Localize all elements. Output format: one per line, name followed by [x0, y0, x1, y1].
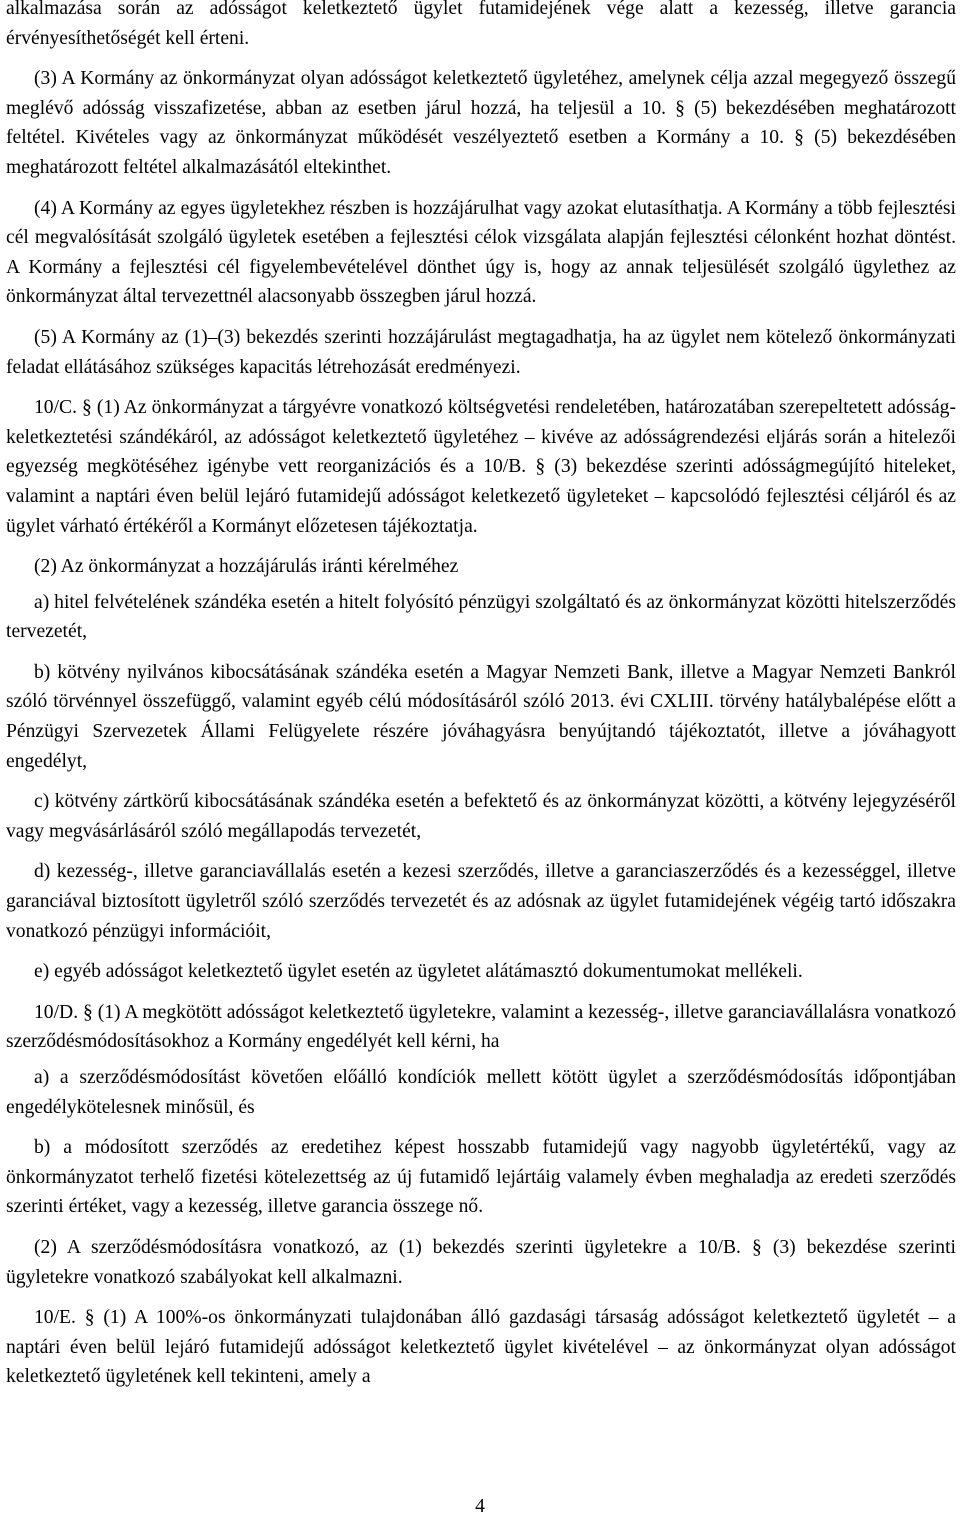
paragraph-10d-2: (2) A szerződésmódosításra vonatkozó, az (1) bekezdés szerinti ügyletekre a 10/B. § (3) bekezdése szerinti ügyletekre vonatkozó szabályokat kell alkalmazni.: [6, 1236, 956, 1288]
paragraph-10b-5: (5) A Kormány az (1)–(3) bekezdés szerinti hozzájárulást megtagadhatja, ha az ügylet nem kötelező önkormányzati feladat ellátásához szükséges kapacitás létrehozását eredményezi.: [6, 326, 956, 378]
paragraph-10c-1: 10/C. § (1) Az önkormányzat a tárgyévre vonatkozó költségvetési rendeletében, határozatában szerepeltetett adósság-keletkeztetési szándékáról, az adósságot keletkeztető ügyletéhez – kivéve az adósságrendezési eljárás során a hitelezői egyezség megkötéséhez igénybe vett reorganizációs és a 10/B. § (3) bekezdése szerinti adósságmegújító hiteleket, valamint a naptári éven belül lejáró futamidejű adósságot keletkezető ügyleteket – kapcsolódó fejlesztési céljáról és az ügylet várható értékéről a Kormányt előzetesen tájékoztatja.: [6, 397, 956, 537]
paragraph-continuation: alkalmazása során az adósságot keletkeztető ügylet futamidejének vége alatt a kezesség, illetve garancia érvényesíthetőségét kell érteni.: [6, 0, 956, 49]
list-item-a: a) hitel felvételének szándéka esetén a hitelt folyósító pénzügyi szolgáltató és az önkormányzat közötti hitelszerződés tervezetét,: [6, 591, 956, 643]
list-item-c: c) kötvény zártkörű kibocsátásának szándéka esetén a befektető és az önkormányzat közötti, a kötvény lejegyzéséről vagy megvásárlásáról szóló megállapodás tervezetét,: [6, 791, 956, 842]
paragraph-10d-1: 10/D. § (1) A megkötött adósságot keletkeztető ügyletekre, valamint a kezesség-, illetve garanciavállalásra vonatkozó szerződésmódosításokhoz a Kormány engedélyét kell kérni, ha: [6, 1001, 956, 1053]
list-item-d: d) kezesség-, illetve garanciavállalás esetén a kezesi szerződés, illetve a garanciaszerződés és a kezességgel, illetve garanciával biztosított ügyletről szóló szerződés tervezetét és az adósnak az ügylet futamidejének végéig tartó időszakra vonatkozó pénzügyi információit,: [6, 861, 956, 942]
paragraph-10b-3: (3) A Kormány az önkormányzat olyan adósságot keletkeztető ügyletéhez, amelynek célja azzal megegyező összegű meglévő adósság visszafizetése, abban az esetben járul hozzá, ha teljesül a 10. § (5) bekezdésében meghatározott feltétel. Kivételes vagy az önkormányzat működését veszélyeztető esetben a Kormány a 10. § (5) bekezdésében meghatározott feltétel alkalmazásától eltekinthet.: [6, 68, 956, 178]
page-number: 4: [475, 1496, 485, 1517]
list-item-10d-a: a) a szerződésmódosítást követően előálló kondíciók mellett kötött ügylet a szerződésmódosítás időpontjában engedélykötelesnek minősül, és: [6, 1067, 956, 1118]
list-item-b: b) kötvény nyilvános kibocsátásának szándéka esetén a Magyar Nemzeti Bank, illetve a Magyar Nemzeti Bankról szóló törvénnyel összefüggő, valamint egyéb célú módosításáról szóló 2013. évi CXLIII. törvény hatálybalépése előtt a Pénzügyi Szervezetek Állami Felügyelete részére jóváhagyásra benyújtandó tájékoztatót, illetve a jóváhagyott engedélyt,: [6, 661, 956, 772]
paragraph-10c-2: (2) Az önkormányzat a hozzájárulás iránti kérelméhez: [34, 556, 459, 578]
document-page: [6, 0, 956, 1403]
paragraph-10b-4: (4) A Kormány az egyes ügyletekhez részben is hozzájárulhat vagy azokat elutasíthatja. A Kormány a több fejlesztési cél megvalósítását szolgáló ügyletek esetében a fejlesztési célok vizsgálata alapján fejlesztési célonként hozhat döntést. A Kormány a fejlesztési cél figyelembevételével dönthet úgy is, hogy az annak teljesülését szolgáló ügylethez az önkormányzat által tervezettnél alacsonyabb összegben járul hozzá.: [6, 197, 956, 308]
paragraph-10e-1: 10/E. § (1) A 100%-os önkormányzati tulajdonában álló gazdasági társaság adósságot keletkeztető ügyletét – a naptári éven belül lejáró futamidejű adósságot keletkeztető ügylet kivételével – az önkormányzat olyan adósságot keletkeztető ügyletének kell tekinteni, amely a: [6, 1307, 956, 1388]
list-item-10d-b: b) a módosított szerződés az eredetihez képest hosszabb futamidejű vagy nagyobb ügyletértékű, vagy az önkormányzatot terhelő fizetési kötelezettség az új futamidő lejártáig valamely évben meghaladja az eredeti szerződés szerinti értéket, vagy a kezesség, illetve garancia összege nő.: [6, 1137, 956, 1218]
list-item-e: e) egyéb adósságot keletkeztető ügylet esetén az ügyletet alátámasztó dokumentumokat mellékeli.: [34, 961, 803, 983]
